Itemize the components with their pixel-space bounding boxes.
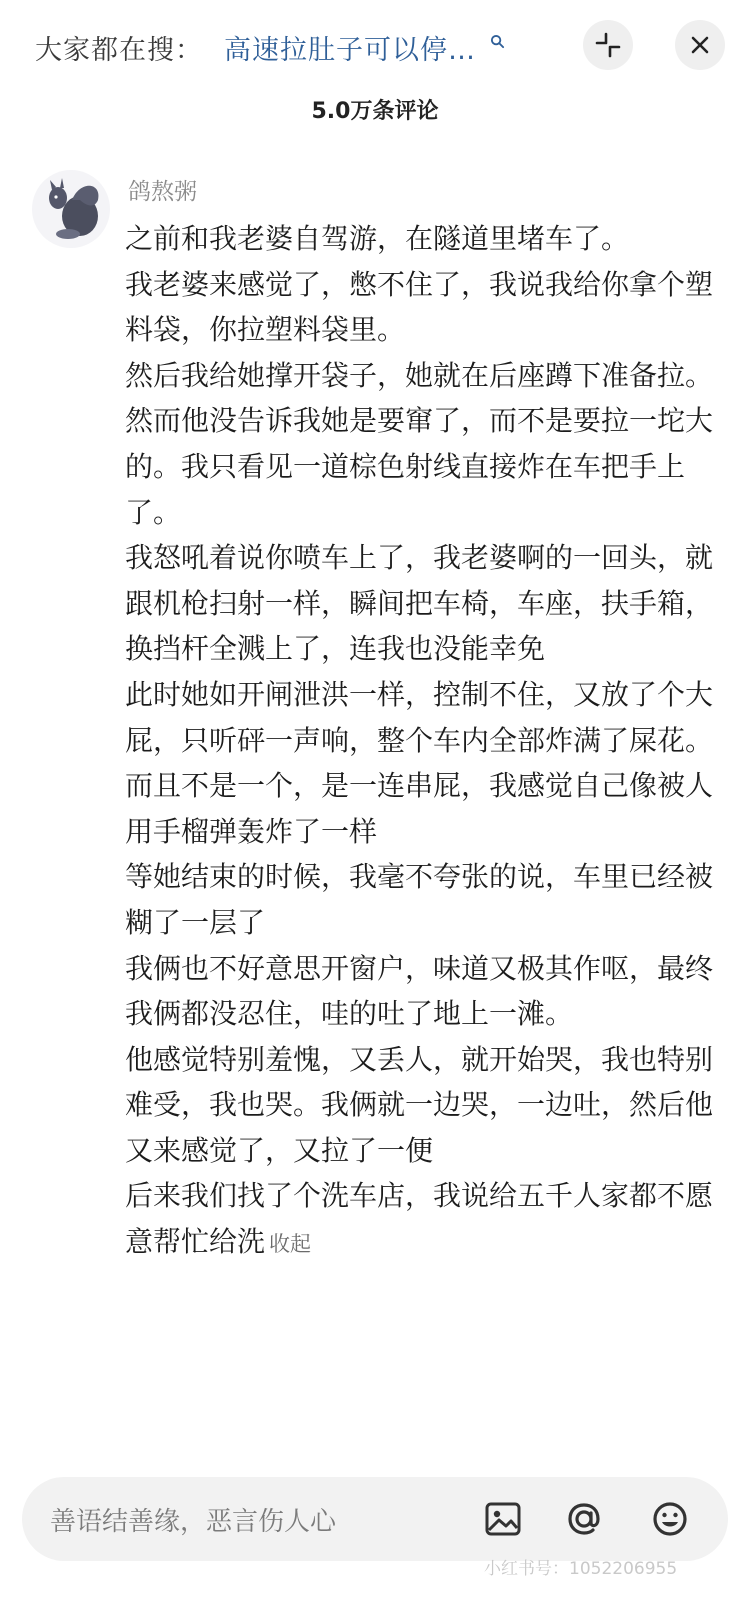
cartoon-avatar-icon [32,170,110,248]
emoji-icon[interactable] [646,1495,694,1543]
comment-input-bar[interactable] [22,1477,728,1561]
comment-paragraph: 我怒吼着说你喷车上了，我老婆啊的一回头，就跟机枪扫射一样，瞬间把车椅，车座，扶手箱，换挡杆全溅上了，连我也没能幸免 [125,541,714,666]
comment-paragraph: 我俩也不好意思开窗户，味道又极其作呕，最终我俩都没忍住，哇的吐了地上一滩。 [125,951,714,1031]
close-icon [688,33,712,57]
comment-paragraph: 然后我给她撑开袋子，她就在后座蹲下准备拉。然而他没告诉我她是要窜了，而不是要拉一坨大的。我只看见一道棕色射线直接炸在车把手上了。 [125,358,714,529]
comment-username[interactable]: 鸽熬粥 [128,179,197,205]
search-icon[interactable] [490,34,505,49]
top-bar [0,0,750,92]
comment-count: 5.0万条评论 [311,99,439,124]
collapse-button[interactable] [583,20,633,70]
comment-paragraph: 等她结束的时候，我毫不夸张的说，车里已经被糊了一层了 [125,860,714,939]
comment-paragraph: 之前和我老婆自驾游，在隧道里堵车了。 [125,222,630,255]
search-prefix: 大家都在搜： [35,35,203,66]
comment-input[interactable]: 善语结善缘，恶言伤人心 [50,1507,337,1537]
comment-paragraph: 我老婆来感觉了，憋不住了，我说我给你拿个塑料袋，你拉塑料袋里。 [125,267,714,347]
collapse-icon [594,31,622,59]
comment-text [125,216,725,1268]
comment-paragraph: 后来我们找了个洗车店，我说给五千人家都不愿意帮忙给洗 [125,1179,714,1259]
watermark: 小红书号：1052206955 [484,1559,678,1579]
close-button[interactable] [675,20,725,70]
comment-paragraph-last [125,1173,725,1267]
image-icon[interactable] [479,1495,527,1543]
collapse-text-link[interactable]: 收起 [269,1232,312,1257]
at-icon[interactable] [560,1495,608,1543]
trending-search-link[interactable]: 高速拉肚子可以停… [224,35,476,66]
comment-paragraph: 他感觉特别羞愧，又丢人，就开始哭，我也特别难受，我也哭。我俩就一边哭，一边吐，然后他又来感觉了，又拉了一便 [125,1042,714,1167]
comment-paragraph: 此时她如开闸泄洪一样，控制不住，又放了个大屁，只听砰一声响，整个车内全部炸满了屎花。而且不是一个，是一连串屁，我感觉自己像被人用手榴弹轰炸了一样 [125,677,714,848]
avatar[interactable] [32,170,110,248]
